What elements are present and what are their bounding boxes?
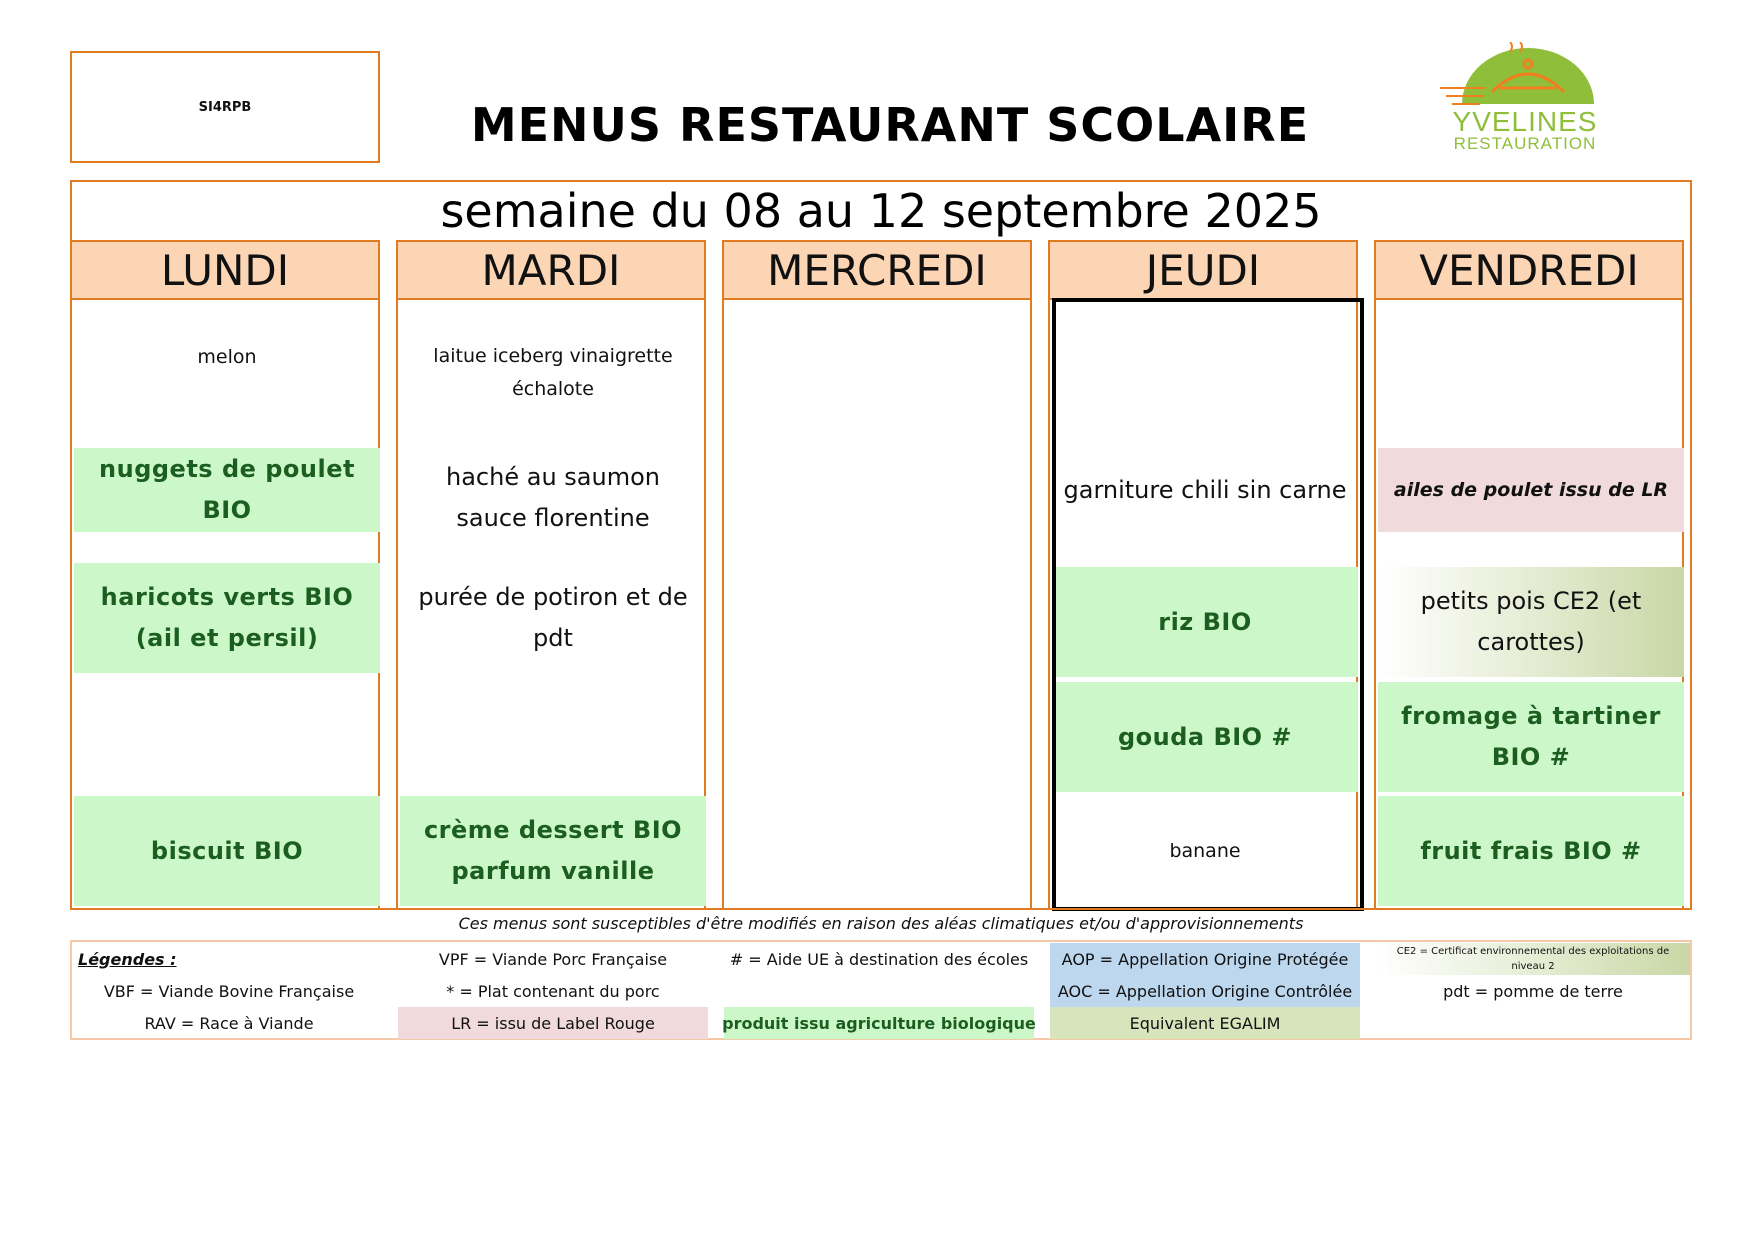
- menu-item-dessert: biscuit BIO: [74, 796, 380, 906]
- disclaimer: Ces menus sont susceptibles d'être modifiés en raison des aléas climatiques et/ou d'approvisionnements: [458, 914, 1304, 933]
- menu-item-fromage: fromage à tartiner BIO #: [1378, 682, 1684, 792]
- logo-text-restauration: RESTAURATION: [1453, 134, 1597, 153]
- legend-vpf: VPF = Viande Porc Française: [438, 949, 668, 969]
- day-header-jeudi: JEUDI: [1048, 240, 1358, 300]
- legend-lr: LR = issu de Label Rouge: [398, 1007, 708, 1039]
- week-label: semaine du 08 au 12 septembre 2025: [440, 184, 1322, 238]
- legend-title: Légendes :: [78, 949, 177, 969]
- day-column-vendredi: [1374, 240, 1684, 910]
- menu-item-accompagnement: riz BIO: [1052, 567, 1358, 677]
- day-body-mercredi: [722, 300, 1032, 910]
- menu-item-plat: ailes de poulet issu de LR: [1378, 448, 1684, 532]
- day-header-mercredi: MERCREDI: [722, 240, 1032, 300]
- org-code-box: [70, 51, 380, 163]
- logo-text-yvelines: YVELINES: [1452, 106, 1598, 137]
- menu-item-plat: nuggets de poulet BIO: [74, 448, 380, 532]
- day-column-lundi: [70, 240, 380, 910]
- day-column-mercredi: [722, 240, 1032, 910]
- legend-pdt: pdt = pomme de terre: [1443, 981, 1623, 1001]
- legend-box: [70, 940, 1692, 1040]
- menu-item-accompagnement: petits pois CE2 (et carottes): [1378, 567, 1684, 677]
- day-column-jeudi: [1048, 240, 1358, 910]
- menu-item-dessert: banane: [1169, 839, 1241, 862]
- legend-rav: RAV = Race à Viande: [144, 1013, 314, 1033]
- menu-item-dessert: crème dessert BIO parfum vanille: [400, 796, 706, 906]
- day-body-lundi: [70, 300, 380, 910]
- day-body-jeudi: [1048, 300, 1358, 910]
- page-title: MENUS RESTAURANT SCOLAIRE: [470, 98, 1310, 152]
- legend-vbf: VBF = Viande Bovine Française: [103, 981, 355, 1001]
- menu-item-entree: laitue iceberg vinaigrette échalote: [433, 345, 673, 400]
- legend-aoc: AOC = Appellation Origine Contrôlée: [1050, 975, 1360, 1007]
- legend-porc: * = Plat contenant du porc: [446, 981, 660, 1001]
- menu-item-plat: haché au saumon sauce florentine: [446, 463, 660, 532]
- legend-aop: AOP = Appellation Origine Protégée: [1050, 943, 1360, 975]
- day-body-vendredi: [1374, 300, 1684, 910]
- org-code: SI4RPB: [198, 99, 252, 115]
- menu-item-accompagnement: purée de potiron et de pdt: [418, 583, 688, 652]
- menu-item-fromage: gouda BIO #: [1052, 682, 1358, 792]
- legend-egalim: Equivalent EGALIM: [1050, 1007, 1360, 1039]
- week-banner: [70, 180, 1692, 240]
- day-header-mardi: MARDI: [396, 240, 706, 300]
- legend-bio: produit issu agriculture biologique: [724, 1007, 1034, 1039]
- day-body-mardi: [396, 300, 706, 910]
- day-header-lundi: LUNDI: [70, 240, 380, 300]
- legend-ce2: CE2 = Certificat environnemental des exploitations de niveau 2: [1376, 943, 1690, 975]
- menu-item-dessert: fruit frais BIO #: [1378, 796, 1684, 906]
- menu-item-plat: garniture chili sin carne: [1063, 475, 1347, 504]
- legend-aide-ue: # = Aide UE à destination des écoles: [729, 949, 1029, 969]
- menu-item-accompagnement: haricots verts BIO (ail et persil): [74, 563, 380, 673]
- yvelines-restauration-logo: [1440, 42, 1610, 157]
- day-column-mardi: [396, 240, 706, 910]
- menu-item-entree: melon: [197, 346, 257, 369]
- day-header-vendredi: VENDREDI: [1374, 240, 1684, 300]
